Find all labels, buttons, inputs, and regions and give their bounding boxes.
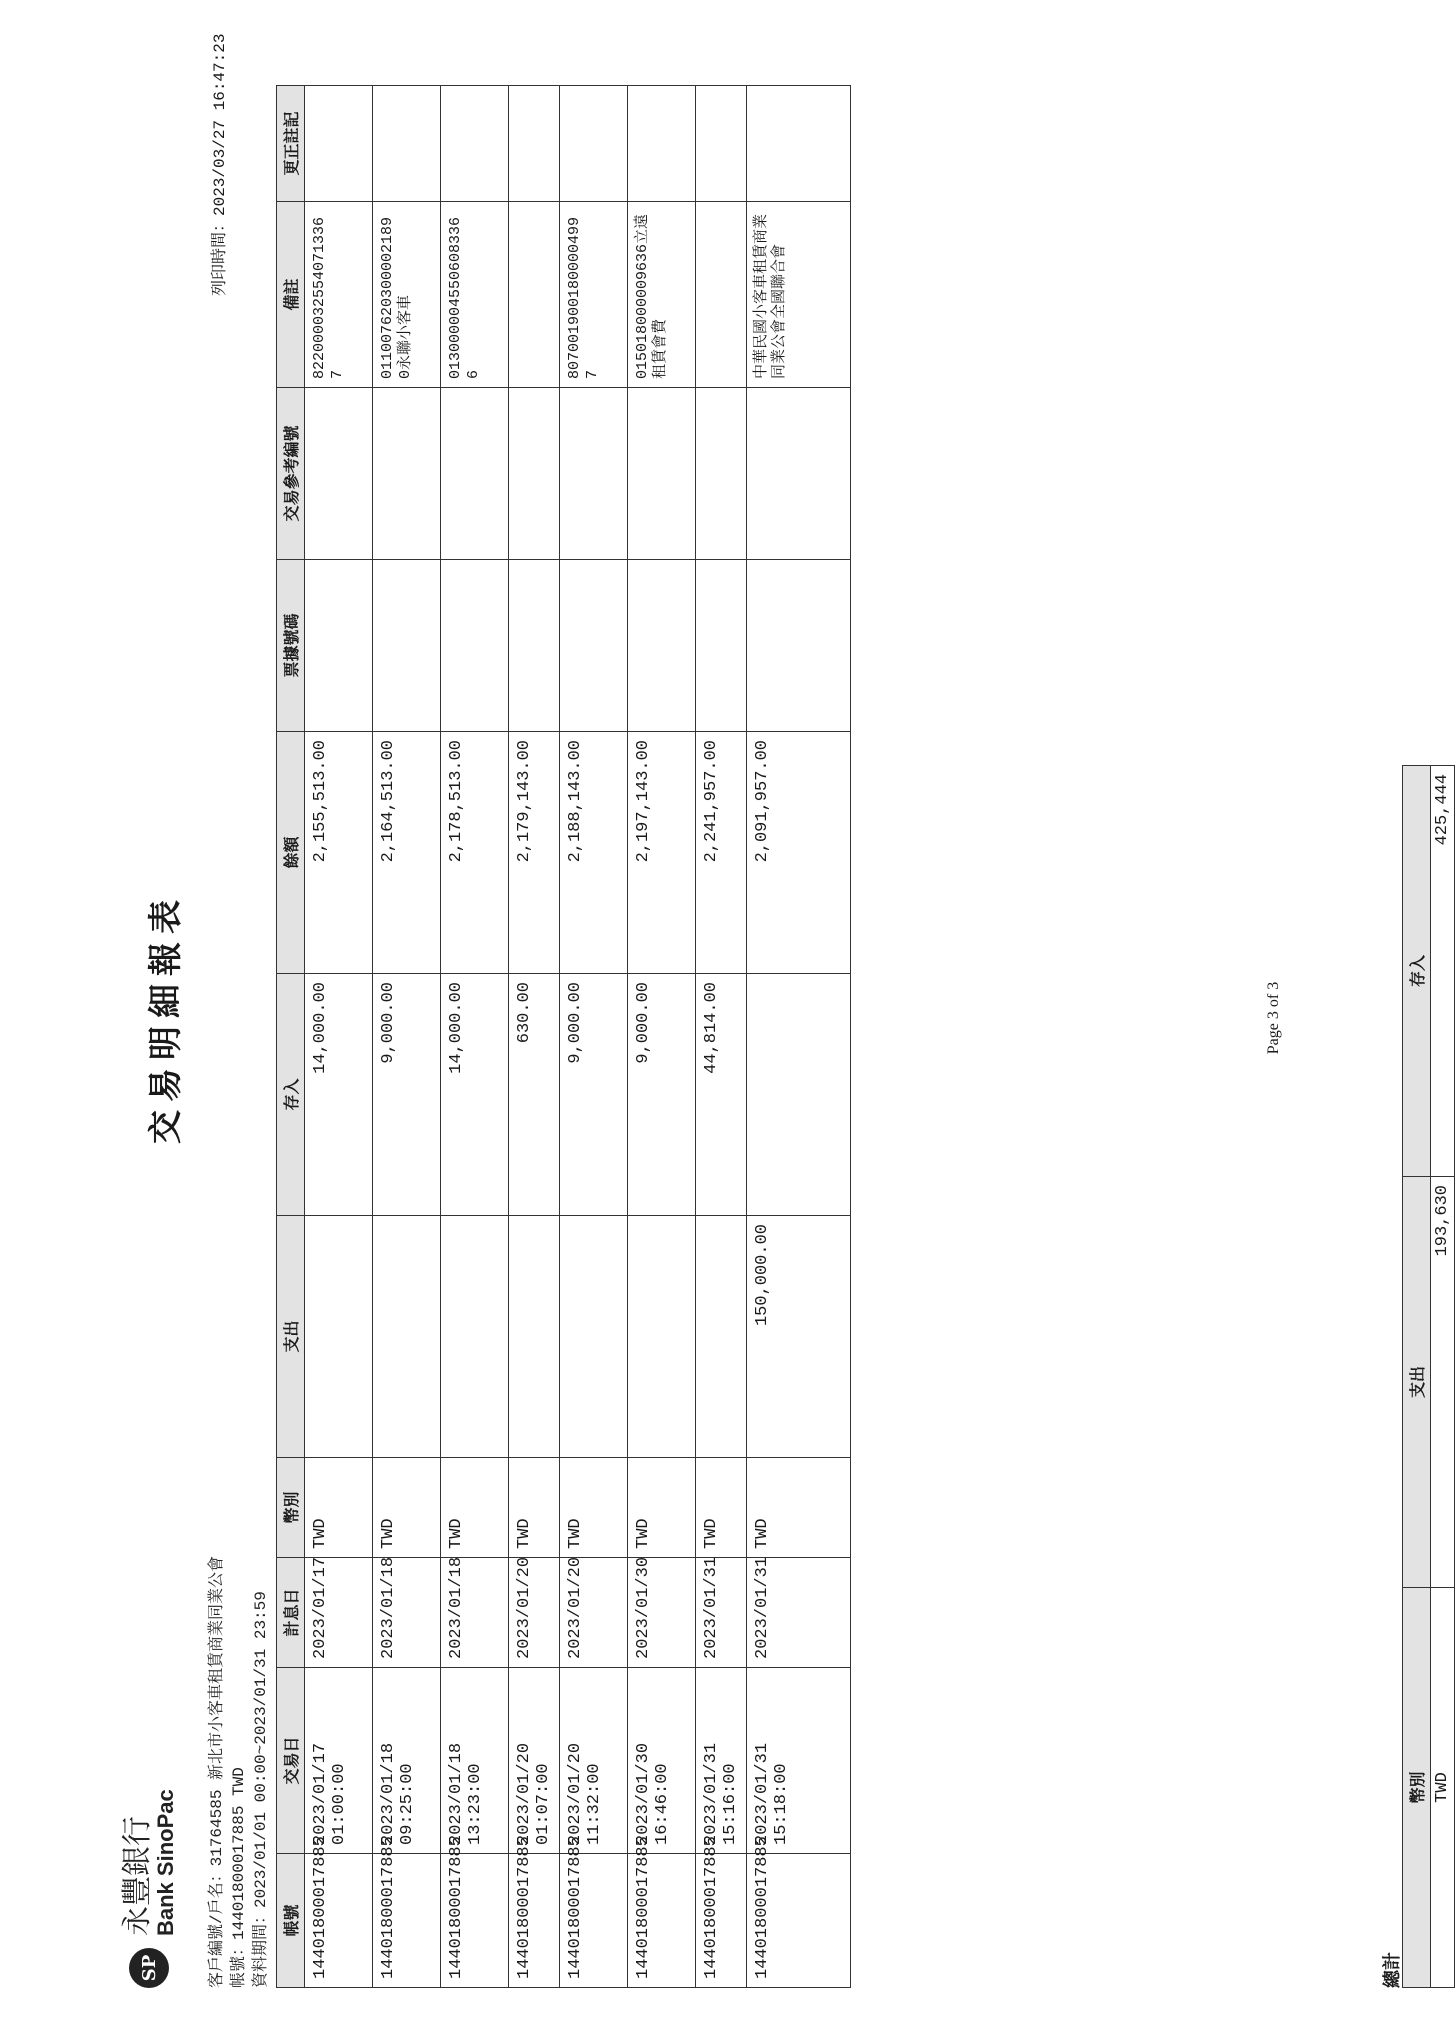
- totals-header-row: [1403, 766, 1431, 1988]
- cell-balance: 2,241,957.00: [696, 732, 747, 974]
- cell-credit: 9,000.00: [560, 974, 628, 1216]
- cell-currency: TWD: [696, 1458, 747, 1558]
- account-meta: [206, 1556, 272, 1988]
- cell-ref: [305, 388, 373, 560]
- cell-tx-date: 2023/01/17 01:00:00: [305, 1668, 373, 1854]
- cell-correction: [747, 86, 851, 202]
- page-number: Page 3 of 3: [1265, 981, 1282, 1055]
- totals-column-header: 支出: [1403, 1177, 1431, 1588]
- cell-debit: [441, 1216, 509, 1458]
- cell-cheque: [305, 560, 373, 732]
- cell-correction: [628, 86, 696, 202]
- table-row: [509, 86, 560, 1988]
- cell-note: 015018000009636立遠租賃會費: [628, 202, 696, 388]
- report-title: 交易明細報表: [146, 892, 186, 1144]
- cell-tx-date: 2023/01/18 13:23:00: [441, 1668, 509, 1854]
- cell-debit: [696, 1216, 747, 1458]
- cell-currency: TWD: [441, 1458, 509, 1558]
- cell-tx-date: 2023/01/20 01:07:00: [509, 1668, 560, 1854]
- cell-account: 14401800017885: [509, 1854, 560, 1988]
- column-header: 更正註記: [277, 86, 305, 202]
- cell-currency: TWD: [747, 1458, 851, 1558]
- cell-tx-date: 2023/01/31 15:16:00: [696, 1668, 747, 1854]
- cell-correction: [305, 86, 373, 202]
- column-header: 帳號: [277, 1854, 305, 1988]
- cell-balance: 2,188,143.00: [560, 732, 628, 974]
- cell-credit: 630.00: [509, 974, 560, 1216]
- cell-tx-date: 2023/01/18 09:25:00: [373, 1668, 441, 1854]
- cell-note: 807001900180000499 7: [560, 202, 628, 388]
- column-header: 交易參考編號: [277, 388, 305, 560]
- table-row: [441, 86, 509, 1988]
- totals-currency: TWD: [1431, 1588, 1455, 1988]
- table-row: [560, 86, 628, 1988]
- cell-note: 011007620300002189 0永聯小客車: [373, 202, 441, 388]
- cell-note: 中華民國小客車租賃商業同業公會全國聯合會: [747, 202, 851, 388]
- cell-ref: [373, 388, 441, 560]
- cell-ref: [560, 388, 628, 560]
- cell-balance: 2,164,513.00: [373, 732, 441, 974]
- cell-correction: [560, 86, 628, 202]
- cell-value-date: 2023/01/18: [373, 1558, 441, 1668]
- print-time: 列印時間：2023/03/27 16:47:23: [211, 33, 229, 296]
- cell-balance: 2,091,957.00: [747, 732, 851, 974]
- column-header: 票據號碼: [277, 560, 305, 732]
- column-header: 幣別: [277, 1458, 305, 1558]
- cell-credit: 14,000.00: [305, 974, 373, 1216]
- cell-debit: [305, 1216, 373, 1458]
- cell-account: 14401800017885: [696, 1854, 747, 1988]
- cell-value-date: 2023/01/20: [560, 1558, 628, 1668]
- cell-tx-date: 2023/01/31 15:18:00: [747, 1668, 851, 1854]
- cell-ref: [509, 388, 560, 560]
- customer-info: 客戶編號/戶名：31764585 新北市小客車租賃商業同業公會: [208, 1555, 226, 1988]
- cell-credit: 44,814.00: [696, 974, 747, 1216]
- cell-account: 14401800017885: [441, 1854, 509, 1988]
- cell-account: 14401800017885: [560, 1854, 628, 1988]
- table-row: [305, 86, 373, 1988]
- column-header: 計息日: [277, 1558, 305, 1668]
- cell-note: [696, 202, 747, 388]
- cell-credit: [747, 974, 851, 1216]
- cell-correction: [509, 86, 560, 202]
- cell-credit: 14,000.00: [441, 974, 509, 1216]
- cell-currency: TWD: [305, 1458, 373, 1558]
- cell-debit: [560, 1216, 628, 1458]
- cell-currency: TWD: [509, 1458, 560, 1558]
- cell-cheque: [509, 560, 560, 732]
- cell-debit: [373, 1216, 441, 1458]
- cell-cheque: [747, 560, 851, 732]
- cell-currency: TWD: [560, 1458, 628, 1558]
- cell-balance: 2,179,143.00: [509, 732, 560, 974]
- table-row: [628, 86, 696, 1988]
- bank-name-cn: 永豐銀行: [120, 1816, 155, 1936]
- cell-correction: [696, 86, 747, 202]
- bank-logo-icon: SP: [129, 1948, 169, 1988]
- cell-ref: [628, 388, 696, 560]
- cell-debit: 150,000.00: [747, 1216, 851, 1458]
- totals-credit: 425,444: [1431, 766, 1455, 1177]
- table-header-row: [277, 86, 305, 1988]
- cell-value-date: 2023/01/31: [747, 1558, 851, 1668]
- cell-note: [509, 202, 560, 388]
- cell-credit: 9,000.00: [373, 974, 441, 1216]
- cell-balance: 2,155,513.00: [305, 732, 373, 974]
- cell-tx-date: 2023/01/20 11:32:00: [560, 1668, 628, 1854]
- totals-row: [1431, 766, 1455, 1988]
- cell-value-date: 2023/01/30: [628, 1558, 696, 1668]
- cell-account: 14401800017885: [373, 1854, 441, 1988]
- cell-credit: 9,000.00: [628, 974, 696, 1216]
- transaction-table: [276, 85, 851, 1988]
- column-header: 存入: [277, 974, 305, 1216]
- table-row: [747, 86, 851, 1988]
- column-header: 交易日: [277, 1668, 305, 1854]
- cell-cheque: [441, 560, 509, 732]
- cell-note: 013000004550608336 6: [441, 202, 509, 388]
- cell-value-date: 2023/01/17: [305, 1558, 373, 1668]
- cell-balance: 2,197,143.00: [628, 732, 696, 974]
- cell-cheque: [373, 560, 441, 732]
- cell-tx-date: 2023/01/30 16:46:00: [628, 1668, 696, 1854]
- cell-ref: [696, 388, 747, 560]
- cell-currency: TWD: [628, 1458, 696, 1558]
- table-row: [696, 86, 747, 1988]
- cell-debit: [509, 1216, 560, 1458]
- column-header: 餘額: [277, 732, 305, 974]
- totals-table: [1402, 765, 1455, 1988]
- totals-label: 總計: [1382, 1952, 1403, 1988]
- period-info: 資料期間：2023/01/01 00:00~2023/01/31 23:59: [252, 1591, 270, 1988]
- cell-cheque: [696, 560, 747, 732]
- column-header: 備註: [277, 202, 305, 388]
- cell-account: 14401800017885: [628, 1854, 696, 1988]
- totals-debit: 193,630: [1431, 1177, 1455, 1588]
- account-info: 帳號：14401800017885 TWD: [230, 1767, 248, 1988]
- cell-correction: [373, 86, 441, 202]
- cell-note: 822000032554071336 7: [305, 202, 373, 388]
- cell-cheque: [628, 560, 696, 732]
- column-header: 支出: [277, 1216, 305, 1458]
- cell-value-date: 2023/01/20: [509, 1558, 560, 1668]
- cell-account: 14401800017885: [747, 1854, 851, 1988]
- cell-value-date: 2023/01/31: [696, 1558, 747, 1668]
- cell-value-date: 2023/01/18: [441, 1558, 509, 1668]
- cell-cheque: [560, 560, 628, 732]
- cell-balance: 2,178,513.00: [441, 732, 509, 974]
- table-row: [373, 86, 441, 1988]
- cell-ref: [747, 388, 851, 560]
- cell-debit: [628, 1216, 696, 1458]
- totals-column-header: 幣別: [1403, 1588, 1431, 1988]
- bank-name-en: Bank SinoPac: [152, 1789, 178, 1936]
- totals-column-header: 存入: [1403, 766, 1431, 1177]
- cell-correction: [441, 86, 509, 202]
- cell-currency: TWD: [373, 1458, 441, 1558]
- cell-ref: [441, 388, 509, 560]
- cell-account: 14401800017885: [305, 1854, 373, 1988]
